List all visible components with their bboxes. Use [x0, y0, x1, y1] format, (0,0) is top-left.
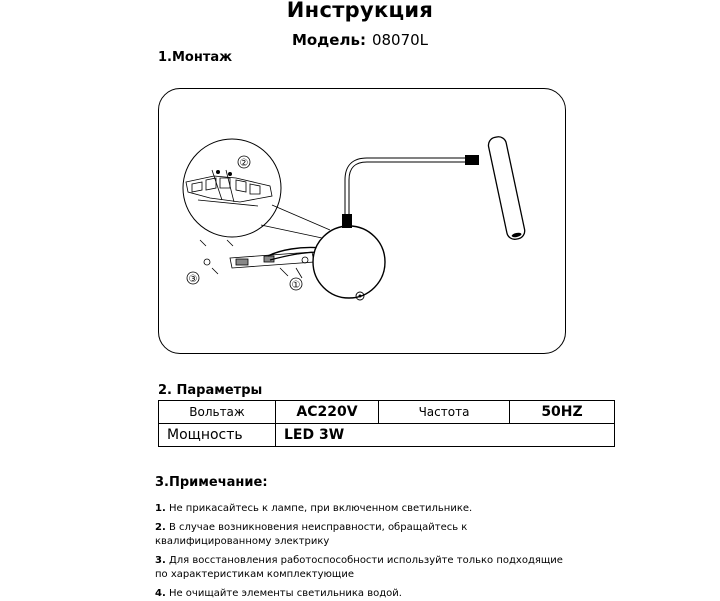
document-title: Инструкция [286, 0, 434, 22]
table-row [159, 424, 615, 447]
wall-lamp [313, 135, 526, 300]
note-item: 3. Для восстановления работоспособности используйте только подходящие по характеристикам комплектующие [155, 555, 563, 580]
table-cell: Частота [379, 401, 510, 424]
table-cell: 50HZ [510, 401, 615, 424]
section-params-heading: 2. Параметры [158, 383, 263, 398]
note-item: 2. В случае возникновения неисправности, обращайтесь к квалифицированному электрику [155, 522, 468, 547]
model-value: 08070L [371, 31, 429, 49]
section-notes-heading: 3.Примечание: [155, 475, 268, 490]
zoom-detail [183, 139, 330, 238]
parameters-table [158, 400, 615, 447]
section-mount-heading: 1.Монтаж [158, 50, 233, 65]
callout-2: ② [239, 158, 249, 169]
callout-1: ① [291, 280, 301, 291]
table-cell: Вольтаж [159, 401, 276, 424]
note-item: 1. Не прикасайтесь к лампе, при включенном светильнике. [155, 503, 473, 514]
table-cell: AC220V [276, 401, 379, 424]
model-label: Модель: [291, 31, 366, 49]
note-item: 4. Не очищайте элементы светильника водой. [155, 588, 402, 599]
table-row [159, 401, 615, 424]
table-cell: LED 3W [276, 424, 615, 447]
table-cell: Мощность [159, 424, 276, 447]
callout-3: ③ [188, 274, 198, 285]
mounting-bracket [200, 240, 322, 278]
